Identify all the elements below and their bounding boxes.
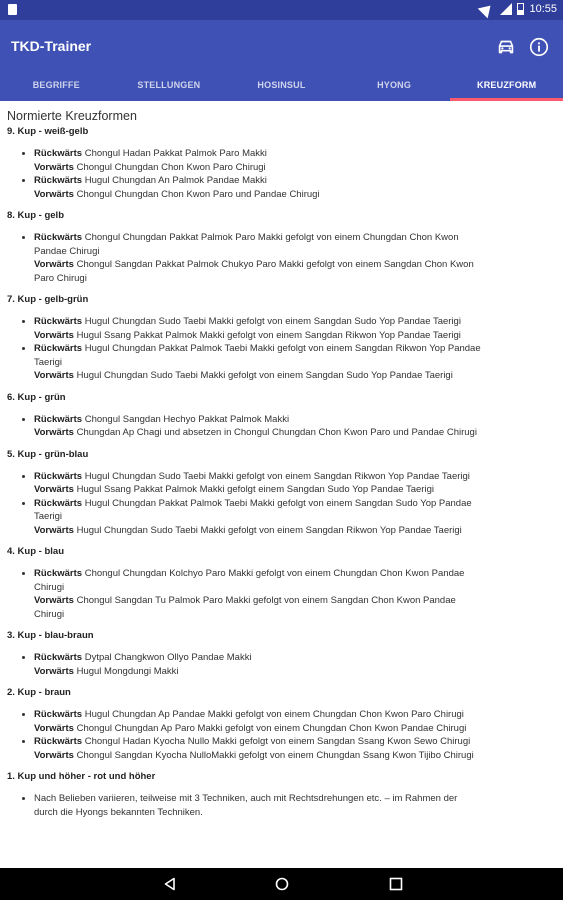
technique-text: Hugul Chungdan Sudo Taebi Makki gefolgt von einem Sangdan Rikwon Yop Pandae Taerigi	[82, 470, 470, 482]
direction-keyword: Rückwärts	[34, 343, 83, 354]
direction-keyword: Vorwärts	[34, 259, 74, 270]
technique-text: Chongul Sangdan Hechyo Pakkat Palmok Makki	[82, 413, 290, 425]
technique-line	[34, 749, 557, 763]
technique-text: Dytpal Changkwon Ollyo Pandae Makki	[82, 652, 252, 663]
status-icons	[481, 3, 557, 15]
direction-keyword: Rückwärts	[34, 497, 83, 509]
technique-list	[7, 147, 557, 201]
technique-text: Chirugi	[34, 608, 65, 620]
technique-list	[7, 651, 557, 678]
technique-text: Hugul Chungdan Pakkat Palmok Taebi Makki gefolgt von einem Sangdan Rikwon Yop Pandae	[82, 343, 481, 354]
technique-text: Hugul Chungdan Sudo Taebi Makki gefolgt von einem Sangdan Sudo Yop Pandae Taerigi	[73, 370, 453, 381]
technique-text: Chongul Chungdan Pakkat Palmok Paro Makki gefolgt von einem Chungdan Chon Kwon	[82, 232, 459, 243]
kup-section	[7, 392, 557, 440]
technique-line	[34, 524, 557, 538]
list-item	[34, 231, 557, 285]
technique-text: Chongul Chungdan Ap Paro Makki gefolgt von einem Chungdan Chon Kwon Pandae Chirugi	[73, 722, 467, 734]
list-item	[34, 413, 557, 440]
technique-line	[34, 792, 557, 806]
list-item	[34, 708, 557, 735]
direction-keyword: Vorwärts	[34, 188, 74, 200]
kup-sections	[7, 126, 557, 819]
technique-list	[7, 470, 557, 538]
technique-line	[34, 342, 557, 356]
kup-section	[7, 687, 557, 762]
technique-line	[34, 161, 557, 175]
section-title: 4. Kup - blau	[7, 546, 64, 557]
direction-keyword: Rückwärts	[34, 148, 83, 159]
kup-section	[7, 126, 557, 201]
tab-hosinsul[interactable]: HOSINSUL	[257, 80, 306, 90]
list-item	[34, 315, 557, 342]
technique-line	[34, 735, 557, 749]
direction-keyword: Vorwärts	[34, 524, 74, 536]
technique-text: Hugul Chungdan Ap Pandae Makki gefolgt von einem Chungdan Chon Kwon Paro Chirugi	[82, 709, 464, 720]
technique-text: Taerigi	[34, 356, 62, 368]
list-item	[34, 147, 557, 174]
list-item	[34, 735, 557, 762]
direction-keyword: Vorwärts	[34, 427, 74, 438]
technique-list	[7, 567, 557, 621]
direction-keyword: Vorwärts	[34, 722, 74, 734]
direction-keyword: Rückwärts	[34, 652, 83, 663]
recent-apps-icon[interactable]	[389, 877, 403, 891]
technique-line	[34, 356, 557, 370]
direction-keyword: Vorwärts	[34, 595, 74, 606]
technique-text: Hugul Chungdan Sudo Taebi Makki gefolgt von einem Sangdan Sudo Yop Pandae Taerigi	[82, 316, 461, 327]
list-item	[34, 497, 557, 538]
tab-hyong[interactable]: HYONG	[377, 80, 412, 90]
technique-text: Pandae Chirugi	[34, 245, 100, 257]
technique-text: Hugul Mongdungi Makki	[73, 665, 179, 677]
section-title: 2. Kup - braun	[7, 687, 71, 698]
technique-line	[34, 315, 557, 329]
list-item	[34, 342, 557, 383]
back-icon[interactable]	[163, 877, 177, 891]
kup-section	[7, 630, 557, 678]
direction-keyword: Rückwärts	[34, 175, 83, 186]
technique-text: Chongul Chungdan Kolchyo Paro Makki gefolgt von einem Chungdan Chon Kwon Pandae	[82, 568, 465, 579]
kreuzform-content	[0, 101, 563, 868]
technique-line	[34, 174, 557, 188]
technique-line	[34, 510, 557, 524]
direction-keyword: Rückwärts	[34, 470, 83, 482]
direction-keyword: Rückwärts	[34, 232, 83, 243]
technique-line	[34, 272, 557, 286]
technique-text: Chongul Chungdan Chon Kwon Paro Chirugi	[73, 161, 266, 173]
technique-text: Chongul Sangdan Tu Palmok Paro Makki gefolgt von einem Sangdan Chon Kwon Pandae	[73, 595, 456, 606]
direction-keyword: Rückwärts	[34, 413, 83, 425]
technique-text: Paro Chirugi	[34, 272, 87, 284]
section-title: 7. Kup - gelb-grün	[7, 294, 89, 305]
tab-kreuzform[interactable]: KREUZFORM	[450, 71, 563, 101]
technique-line	[34, 329, 557, 343]
technique-text: Hugul Ssang Pakkat Palmok Makki gefolgt von einem Sangdan Rikwon Yop Pandae Taerigi	[73, 329, 461, 341]
technique-line	[34, 483, 557, 497]
technique-text: Hugul Chungdan Sudo Taebi Makki gefolgt von einem Sangdan Rikwon Yop Pandae Taerigi	[73, 524, 462, 536]
technique-line	[34, 594, 557, 608]
technique-list	[7, 708, 557, 762]
technique-line	[34, 581, 557, 595]
tab-bar	[0, 71, 563, 101]
technique-line	[34, 147, 557, 161]
direction-keyword: Rückwärts	[34, 316, 83, 327]
sd-card-icon	[8, 4, 17, 15]
direction-keyword: Vorwärts	[34, 484, 74, 495]
list-item	[34, 651, 557, 678]
technique-text: Hugul Chungdan Pakkat Palmok Taebi Makki gefolgt von einem Sangdan Sudo Yop Pandae	[82, 497, 472, 509]
technique-line	[34, 413, 557, 427]
technique-line	[34, 567, 557, 581]
info-icon[interactable]	[528, 36, 550, 58]
technique-text: Chirugi	[34, 581, 65, 593]
tab-begriffe[interactable]: BEGRIFFE	[32, 80, 80, 90]
battery-icon	[517, 3, 524, 15]
technique-line	[34, 608, 557, 622]
kup-section	[7, 294, 557, 383]
technique-text: Chongul Chungdan Chon Kwon Paro und Pandae Chirugi	[73, 188, 320, 200]
page-title: Normierte Kreuzformen	[7, 109, 137, 123]
kup-section	[7, 546, 557, 621]
direction-keyword: Rückwärts	[34, 568, 83, 579]
status-bar	[0, 0, 563, 20]
section-title: 9. Kup - weiß-gelb	[7, 126, 89, 137]
technique-line	[34, 369, 557, 383]
technique-line	[34, 426, 557, 440]
technique-list	[7, 413, 557, 440]
technique-line	[34, 470, 557, 484]
technique-list	[7, 231, 557, 285]
technique-list	[7, 315, 557, 383]
technique-text: Hugul Chungdan An Palmok Pandae Makki	[82, 175, 267, 186]
direction-keyword: Vorwärts	[34, 749, 74, 761]
direction-keyword: Rückwärts	[34, 709, 83, 720]
technique-text: Chongul Sangdan Kyocha NulloMakki gefolgt von einem Chungdan Ssang Kwon Tijibo Chirugi	[73, 749, 474, 761]
list-item	[34, 567, 557, 621]
technique-list	[7, 792, 557, 819]
direction-keyword: Vorwärts	[34, 161, 74, 173]
technique-line	[34, 722, 557, 736]
kup-section	[7, 771, 557, 819]
app-title: TKD-Trainer	[11, 38, 92, 54]
technique-line	[34, 497, 557, 511]
car-icon[interactable]	[495, 36, 517, 58]
kup-section	[7, 449, 557, 538]
list-item	[34, 174, 557, 201]
technique-line	[34, 651, 557, 665]
technique-text: durch die Hyongs bekannten Techniken.	[34, 806, 203, 818]
tab-stellungen[interactable]: STELLUNGEN	[137, 80, 201, 90]
section-title: 6. Kup - grün	[7, 391, 66, 403]
list-item	[34, 792, 557, 819]
app-bar	[0, 20, 563, 101]
direction-keyword: Vorwärts	[34, 370, 74, 381]
section-title: 1. Kup und höher - rot und höher	[7, 771, 156, 782]
technique-line	[34, 188, 557, 202]
technique-line	[34, 258, 557, 272]
technique-text: Chongul Hadan Kyocha Nullo Makki gefolgt von einem Sangdan Ssang Kwon Sewo Chirugi	[82, 736, 471, 747]
home-icon[interactable]	[275, 877, 289, 891]
technique-text: Hugul Ssang Pakkat Palmok Makki gefolgt einem Sangdan Sudo Yop Pandae Taerigi	[73, 484, 434, 495]
direction-keyword: Vorwärts	[34, 665, 74, 677]
direction-keyword: Rückwärts	[34, 736, 83, 747]
technique-text: Nach Belieben variieren, teilweise mit 3 Techniken, auch mit Rechtsdrehungen etc. – im Rahmen der	[34, 793, 458, 804]
technique-line	[34, 708, 557, 722]
technique-line	[34, 245, 557, 259]
status-time: 10:55	[529, 3, 557, 15]
direction-keyword: Vorwärts	[34, 329, 74, 341]
technique-text: Chongul Hadan Pakkat Palmok Paro Makki	[82, 148, 267, 159]
section-title: 8. Kup - gelb	[7, 210, 64, 221]
technique-text: Taerigi	[34, 511, 62, 522]
technique-line	[34, 231, 557, 245]
technique-line	[34, 806, 557, 820]
list-item	[34, 470, 557, 497]
section-title: 5. Kup - grün-blau	[7, 448, 89, 460]
kup-section	[7, 210, 557, 285]
navigation-bar	[0, 868, 563, 900]
technique-line	[34, 665, 557, 679]
technique-text: Chongul Sangdan Pakkat Palmok Chukyo Paro Makki gefolgt von einem Sangdan Chon Kwon	[73, 259, 474, 270]
technique-text: Chungdan Ap Chagi und absetzen in Chongul Chungdan Chon Kwon Paro und Pandae Chirugi	[73, 427, 477, 438]
section-title: 3. Kup - blau-braun	[7, 630, 94, 641]
wifi-icon	[478, 0, 496, 18]
signal-icon	[500, 3, 512, 15]
